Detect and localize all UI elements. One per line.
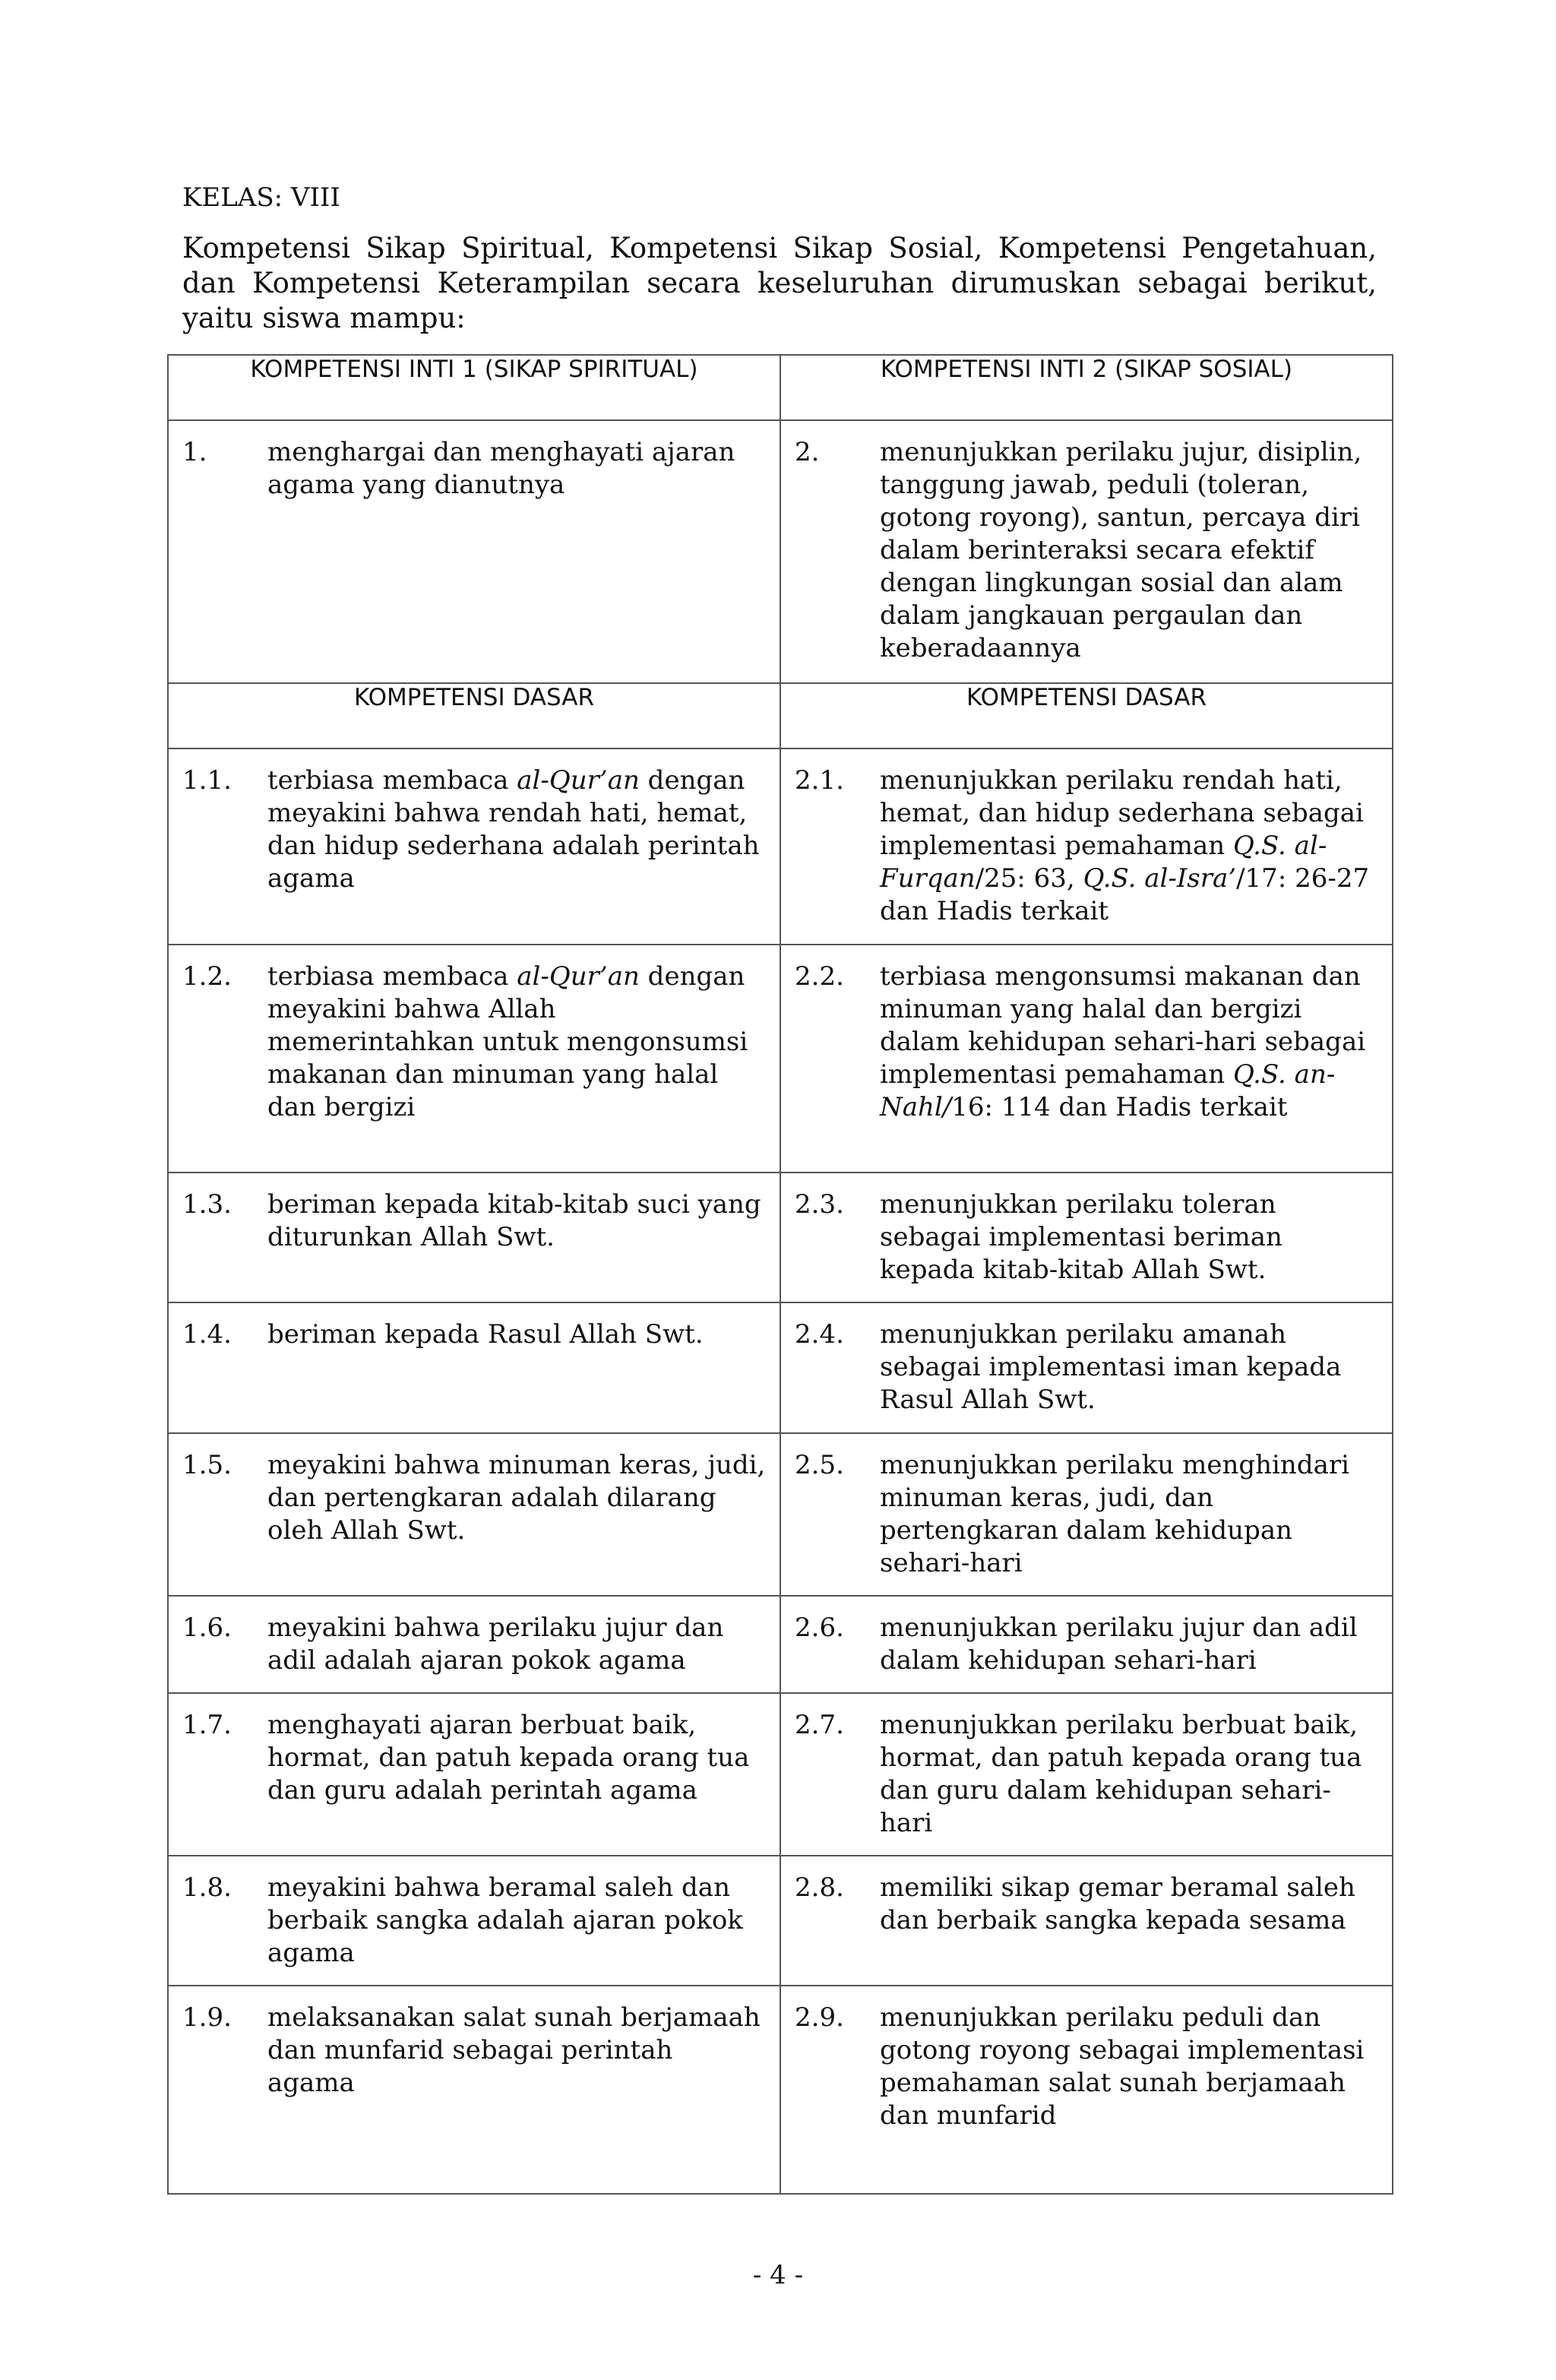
class-heading: KELAS: VIII [182, 182, 340, 213]
kd-text: terbiasa mengonsumsi makanan dan minuman yang halal dan bergizi dalam kehidupan sehari-hari sebagai implementasi pemahaman Q.S. an-Nahl/16: 114 dan Hadis terkait [880, 961, 1366, 1122]
kd-cell-1-5 [168, 1433, 780, 1596]
kd-cell-1-8 [168, 1856, 780, 1986]
intro-paragraph: Kompetensi Sikap Spiritual, Kompetensi Sikap Sosial, Kompetensi Pengetahuan, dan Kompetensi Keterampilan secara keseluruhan dirumuskan sebagai berikut, yaitu siswa mampu: [182, 232, 1377, 334]
kd-text: menunjukkan perilaku rendah hati, hemat, dan hidup sederhana sebagai implementasi pemahaman Q.S. al-Furqan/25: 63, Q.S. al-Isra’/17: 26-27 dan Hadis terkait [880, 765, 1370, 926]
kd-cell-1-4 [168, 1302, 780, 1433]
ki-sosial-text: menunjukkan perilaku jujur, disiplin, tanggung jawab, peduli (toleran, gotong royong), santun, percaya diri dalam berinteraksi secara efektif dengan lingkungan sosial dan alam dalam jangkauan pergaulan dan keberadaannya [880, 437, 1362, 663]
kd-row-9 [168, 1986, 1393, 2194]
kd-cell-2-3 [780, 1173, 1393, 1302]
kd-number: 2.3. [795, 1189, 844, 1220]
kompetensi-dasar-table [167, 682, 1393, 2195]
kd-cell-2-7 [780, 1693, 1393, 1856]
kd-cell-2-6 [780, 1596, 1393, 1693]
kd-cell-2-8 [780, 1856, 1393, 1986]
kd-number: 2.7. [795, 1710, 844, 1740]
ki-header-row [168, 355, 1393, 420]
kd-number: 2.4. [795, 1319, 844, 1350]
kd-text: terbiasa membaca al-Qur’an dengan meyakini bahwa Allah memerintahkan untuk mengonsumsi makanan dan minuman yang halal dan bergizi [267, 961, 748, 1122]
kd-number: 2.1. [795, 765, 844, 796]
kd-row-4 [168, 1302, 1393, 1433]
kd-number: 2.8. [795, 1872, 844, 1903]
kd-row-5 [168, 1433, 1393, 1596]
kd-header-left: KOMPETENSI DASAR [168, 683, 780, 748]
ki-sosial-number: 2. [795, 437, 820, 467]
kompetensi-inti-table [167, 354, 1393, 684]
kd-row-3 [168, 1173, 1393, 1302]
kd-cell-2-4 [780, 1302, 1393, 1433]
kd-number: 2.5. [795, 1450, 844, 1480]
kd-text: meyakini bahwa perilaku jujur dan adil adalah ajaran pokok agama [267, 1613, 724, 1676]
kd-row-8 [168, 1856, 1393, 1986]
kd-text: menunjukkan perilaku peduli dan gotong royong sebagai implementasi pemahaman salat sunah berjamaah dan munfarid [880, 2002, 1365, 2131]
kd-header-right: KOMPETENSI DASAR [780, 683, 1393, 748]
kd-cell-2-5 [780, 1433, 1393, 1596]
kd-header-row [168, 683, 1393, 748]
kd-number: 1.3. [182, 1189, 232, 1220]
kd-number: 1.1. [182, 765, 232, 796]
kd-cell-2-1 [780, 748, 1393, 945]
kd-text: menunjukkan perilaku amanah sebagai implementasi iman kepada Rasul Allah Swt. [880, 1319, 1342, 1415]
kd-number: 1.7. [182, 1710, 232, 1740]
kd-number: 1.9. [182, 2002, 232, 2033]
kd-text: beriman kepada Rasul Allah Swt. [267, 1319, 704, 1350]
kd-number: 1.8. [182, 1872, 232, 1903]
ki-spiritual-text: menghargai dan menghayati ajaran agama yang dianutnya [267, 437, 735, 500]
kd-text: menghayati ajaran berbuat baik, hormat, dan patuh kepada orang tua dan guru adalah perintah agama [267, 1710, 750, 1806]
kd-text: menunjukkan perilaku toleran sebagai implementasi beriman kepada kitab-kitab Allah Swt. [880, 1189, 1282, 1285]
kd-cell-1-1 [168, 748, 780, 945]
ki-spiritual-cell [168, 420, 780, 683]
kd-text: melaksanakan salat sunah berjamaah dan munfarid sebagai perintah agama [267, 2002, 761, 2098]
ki-content-row [168, 420, 1393, 683]
kd-row-1 [168, 748, 1393, 945]
kd-cell-2-2 [780, 945, 1393, 1173]
kd-number: 1.6. [182, 1613, 232, 1643]
kd-cell-2-9 [780, 1986, 1393, 2194]
kd-text: meyakini bahwa beramal saleh dan berbaik sangka adalah ajaran pokok agama [267, 1872, 743, 1968]
kd-text: beriman kepada kitab-kitab suci yang diturunkan Allah Swt. [267, 1189, 761, 1252]
kd-row-2 [168, 945, 1393, 1173]
kd-cell-1-2 [168, 945, 780, 1173]
kd-number: 1.2. [182, 961, 232, 992]
kd-text: menunjukkan perilaku jujur dan adil dalam kehidupan sehari-hari [880, 1613, 1358, 1676]
kd-cell-1-9 [168, 1986, 780, 2194]
kd-row-6 [168, 1596, 1393, 1693]
kd-number: 1.5. [182, 1450, 232, 1480]
kd-number: 2.6. [795, 1613, 844, 1643]
kd-text: memiliki sikap gemar beramal saleh dan berbaik sangka kepada sesama [880, 1872, 1355, 1935]
kd-text: meyakini bahwa minuman keras, judi, dan pertengkaran adalah dilarang oleh Allah Swt. [267, 1450, 766, 1546]
kd-number: 2.9. [795, 2002, 844, 2033]
kd-row-7 [168, 1693, 1393, 1856]
kd-text: menunjukkan perilaku berbuat baik, hormat, dan patuh kepada orang tua dan guru dalam kehidupan sehari-hari [880, 1710, 1362, 1838]
kd-cell-1-7 [168, 1693, 780, 1856]
ki-sosial-cell [780, 420, 1393, 683]
kd-cell-1-3 [168, 1173, 780, 1302]
kd-number: 2.2. [795, 961, 844, 992]
page-number: - 4 - [752, 2260, 804, 2290]
ki-spiritual-number: 1. [182, 437, 207, 467]
kd-text: menunjukkan perilaku menghindari minuman keras, judi, dan pertengkaran dalam kehidupan sehari-hari [880, 1450, 1349, 1578]
ki-header-sosial: KOMPETENSI INTI 2 (SIKAP SOSIAL) [780, 355, 1393, 420]
kd-number: 1.4. [182, 1319, 232, 1350]
ki-header-spiritual: KOMPETENSI INTI 1 (SIKAP SPIRITUAL) [168, 355, 780, 420]
kd-text: terbiasa membaca al-Qur’an dengan meyakini bahwa rendah hati, hemat, dan hidup sederhana adalah perintah agama [267, 765, 760, 894]
kd-cell-1-6 [168, 1596, 780, 1693]
